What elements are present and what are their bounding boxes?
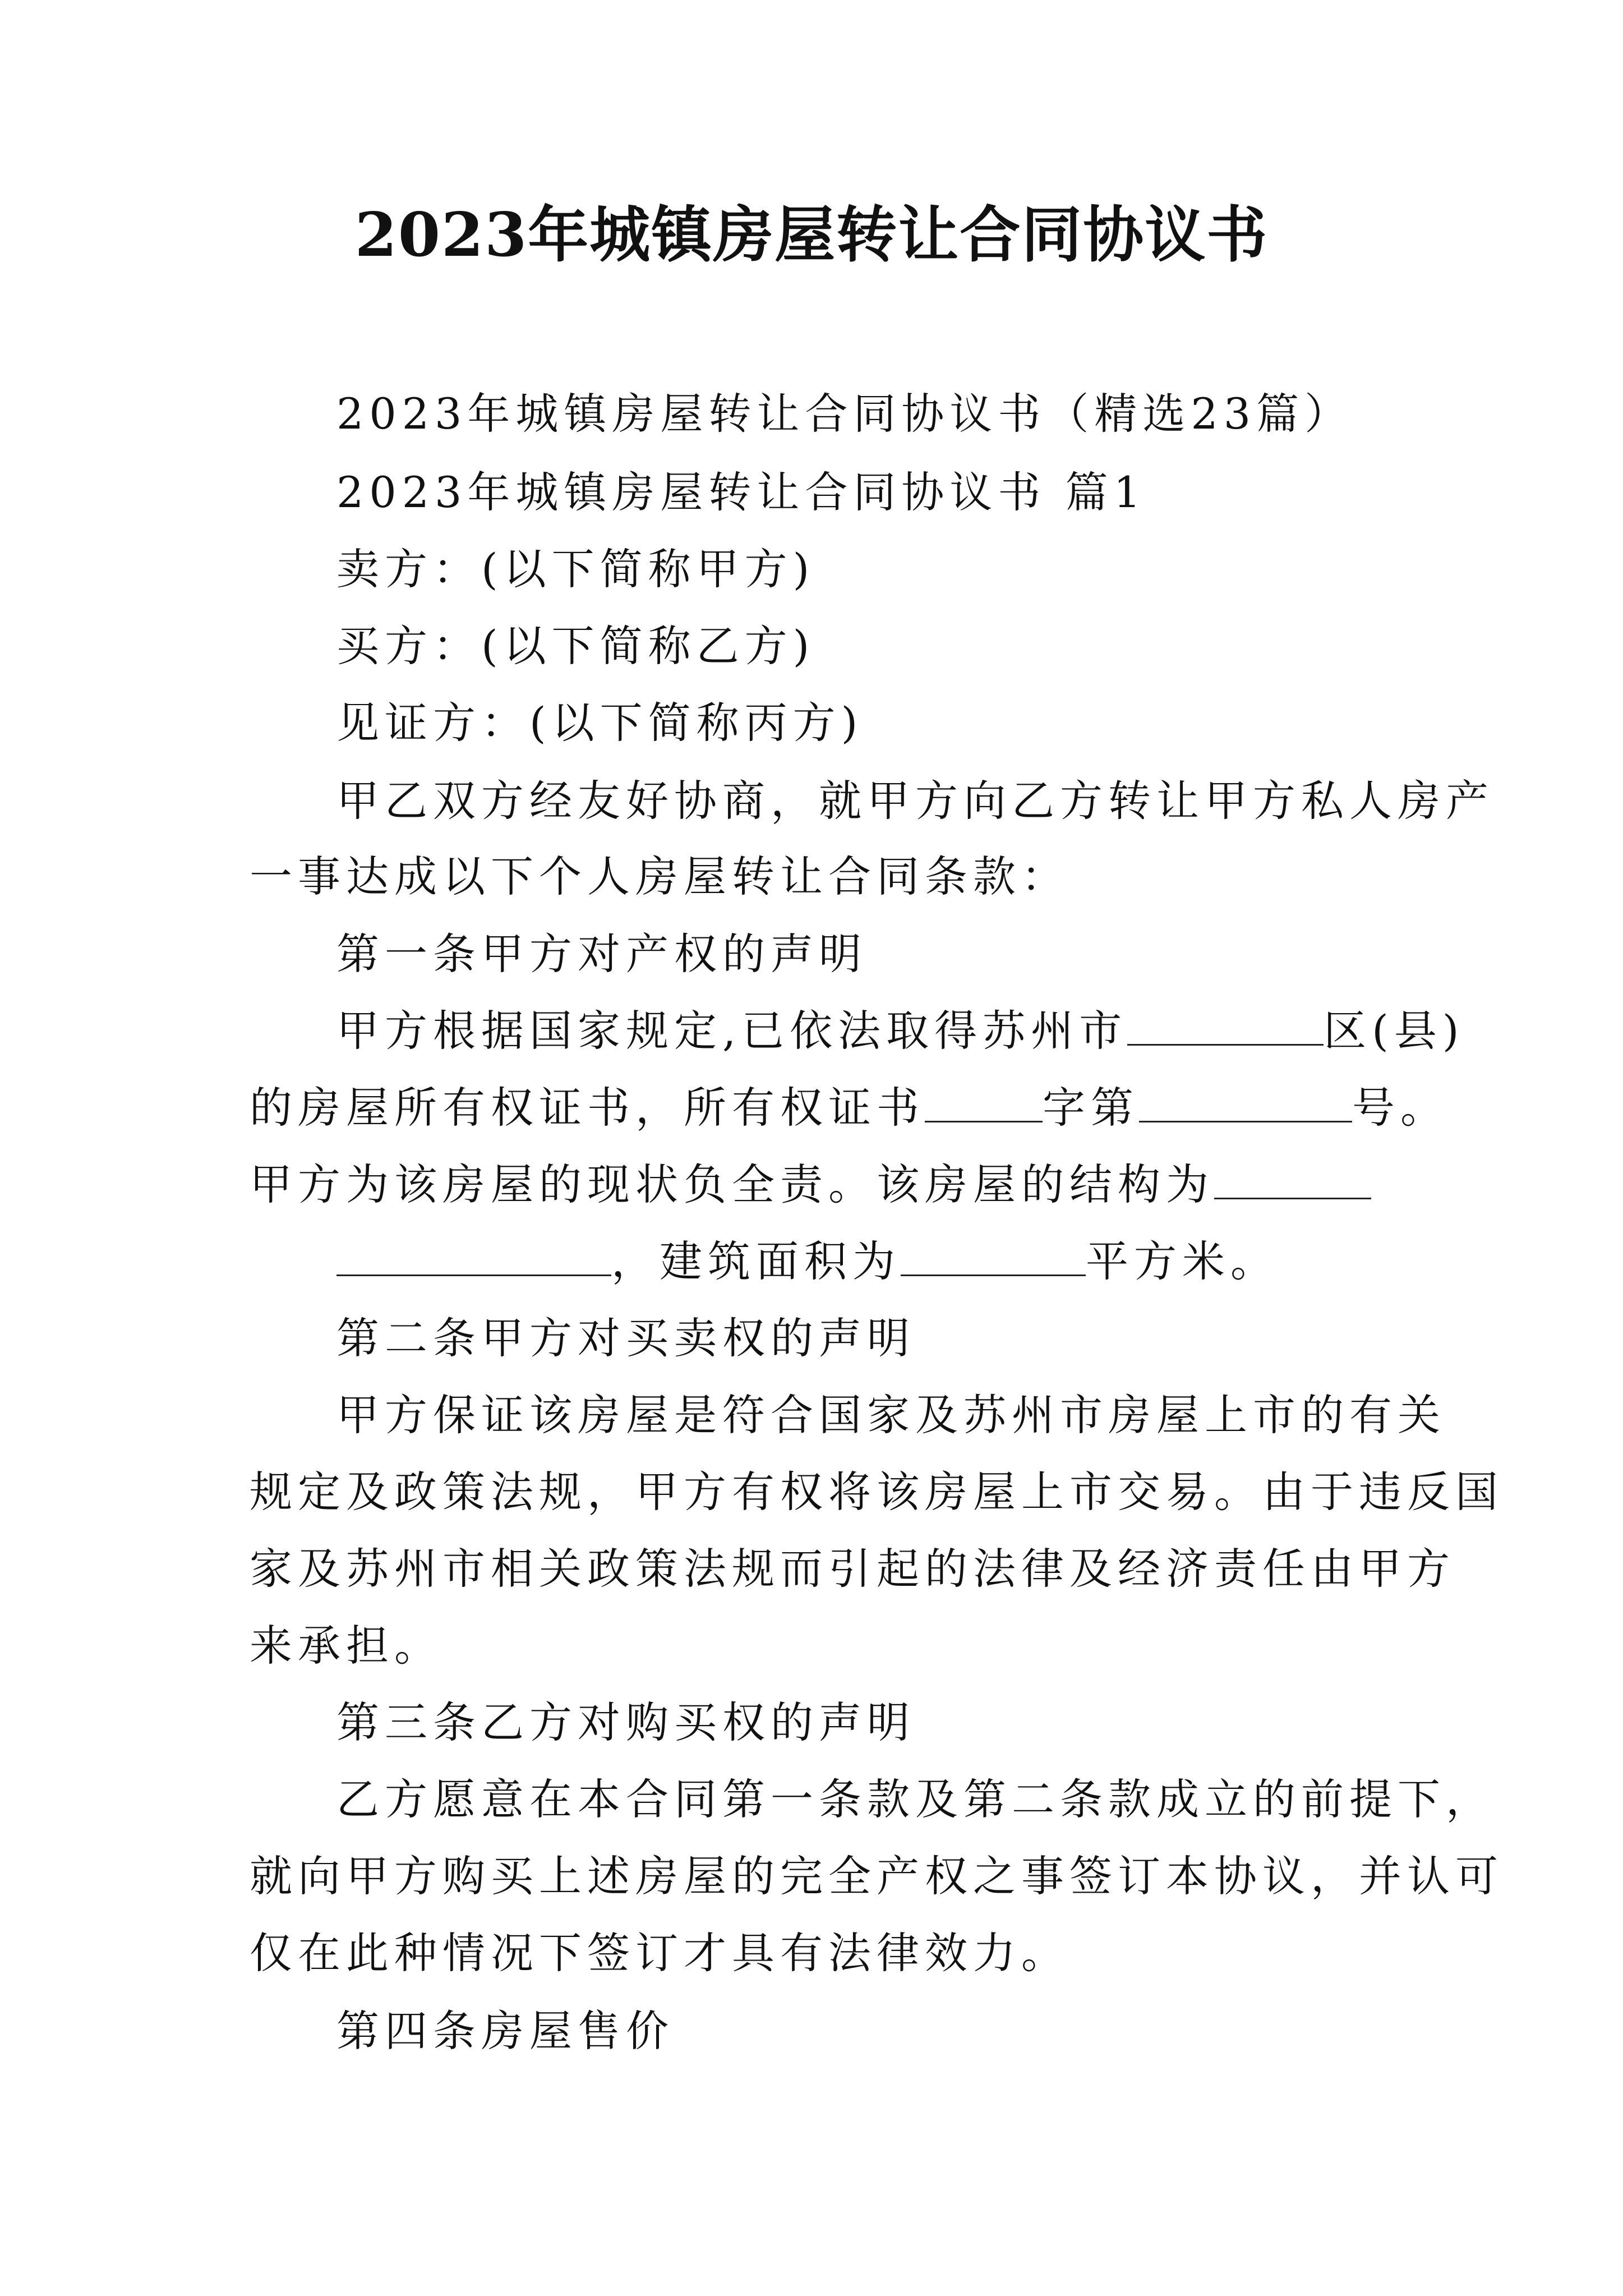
structure-blank[interactable] (1214, 1164, 1371, 1199)
article1-line-3 (250, 1159, 1371, 1209)
article3-line-2: 就向甲方购买上述房屋的完全产权之事签订本协议，并认可 (250, 1851, 1504, 1901)
witness-line: 见证方：(以下简称丙方) (336, 698, 864, 748)
article1-l4-text-a: ，建筑面积为 (611, 1236, 901, 1286)
intro-line-1: 甲乙双方经友好协商，就甲方向乙方转让甲方私人房产 (336, 776, 1494, 826)
seller-line: 卖方：(以下简称甲方) (336, 544, 815, 594)
article1-line-1 (336, 1006, 1465, 1056)
intro-line-2: 一事达成以下个人房屋转让合同条款： (250, 852, 1069, 901)
certificate-number-blank[interactable] (1139, 1087, 1352, 1122)
article2-line-2: 规定及政策法规，甲方有权将该房屋上市交易。由于违反国 (250, 1467, 1504, 1517)
article1-l3-text-a: 甲方为该房屋的现状负全责。该房屋的结构为 (250, 1159, 1214, 1209)
section-heading: 2023年城镇房屋转让合同协议书 篇1 (336, 467, 1146, 517)
article1-l4-text-b: 平方米。 (1086, 1236, 1279, 1286)
article2-line-4: 来承担。 (250, 1621, 442, 1671)
article2-line-3: 家及苏州市相关政策法规而引起的法律及经济责任由甲方 (250, 1544, 1455, 1594)
article1-l2-text-a: 的房屋所有权证书，所有权证书 (250, 1083, 925, 1133)
article2-heading: 第二条甲方对买卖权的声明 (336, 1313, 915, 1363)
article1-heading: 第一条甲方对产权的声明 (336, 929, 867, 979)
document-title: 2023年城镇房屋转让合同协议书 (354, 200, 1269, 270)
buyer-line: 买方：(以下简称乙方) (336, 621, 815, 671)
article3-line-1: 乙方愿意在本合同第一条款及第二条款成立的前提下， (336, 1774, 1494, 1824)
article1-l1-text-b: 区(县) (1324, 1006, 1465, 1056)
article2-line-1: 甲方保证该房屋是符合国家及苏州市房屋上市的有关 (336, 1390, 1446, 1440)
article1-line-4 (336, 1236, 1279, 1286)
article1-line-2 (250, 1083, 1449, 1133)
subtitle: 2023年城镇房屋转让合同协议书（精选23篇） (336, 389, 1353, 439)
article1-l2-text-c: 号。 (1352, 1083, 1449, 1133)
district-blank[interactable] (1127, 1010, 1324, 1046)
article3-line-3: 仅在此种情况下签订才具有法律效力。 (250, 1928, 1069, 1978)
certificate-word-blank[interactable] (925, 1087, 1043, 1122)
article1-l2-text-b: 字第 (1043, 1083, 1139, 1133)
article1-l1-text-a: 甲方根据国家规定,已依法取得苏州市 (336, 1006, 1128, 1056)
area-blank[interactable] (901, 1241, 1086, 1276)
article3-heading: 第三条乙方对购买权的声明 (336, 1697, 915, 1747)
article4-heading: 第四条房屋售价 (336, 2006, 674, 2056)
structure-blank-continued[interactable] (336, 1241, 611, 1276)
